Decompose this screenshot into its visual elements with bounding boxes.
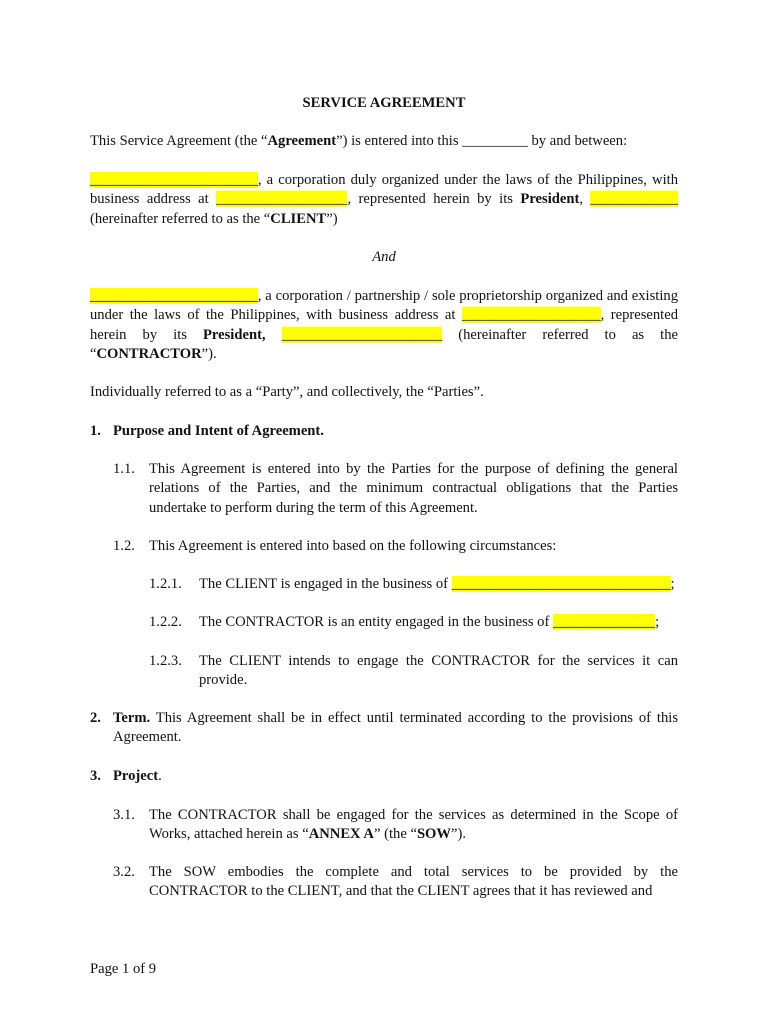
clause-1-2-text: This Agreement is entered into based on the following circumstances: <box>149 538 557 554</box>
client-name-blank[interactable]: _______________________ <box>90 172 258 188</box>
clause-1-2-number: 1.2. <box>113 538 135 554</box>
client-president-blank[interactable]: ____________ <box>590 191 678 208</box>
section-3-heading-text: Project <box>113 768 159 784</box>
client-text-3: , <box>579 191 591 208</box>
contractor-text-2: , represented herein by its <box>90 307 678 343</box>
contractor-paragraph <box>90 287 678 365</box>
client-paragraph <box>90 171 678 229</box>
clause-1-2-1-number: 1.2.1. <box>149 576 182 592</box>
section-2-heading: Term. <box>113 710 151 726</box>
section-3-heading <box>113 767 678 786</box>
clause-1-2-1-end: ; <box>670 576 675 592</box>
client-president-label: President <box>520 191 580 208</box>
clause-3-1-text-3: ”). <box>451 826 466 843</box>
contractor-president-label: President, <box>203 326 266 343</box>
clause-3-1-text-2: ” (the “ <box>373 826 417 843</box>
client-business-blank[interactable]: ______________________________ <box>451 576 671 592</box>
clause-1-1-text: This Agreement is entered into by the Parties for the purpose of defining the general relations of the Parties, and the minimum contractual obligations that the Parties undertake to perform during the term of this Agreement. <box>149 461 678 516</box>
clause-3-1-text-1: The CONTRACTOR shall be engaged for the services as determined in the Scope of Works, attached herein as “ <box>149 807 678 843</box>
section-3-number: 3. <box>90 768 101 784</box>
contractor-president-blank[interactable]: ______________________ <box>281 326 443 343</box>
section-3-heading-end: . <box>158 768 162 784</box>
section-2-number: 2. <box>90 710 101 726</box>
contractor-address-blank[interactable]: ___________________ <box>461 307 601 324</box>
clause-3-1-text <box>149 806 678 845</box>
intro-text-2: ”) is entered into this _________ by and between: <box>336 133 628 149</box>
contractor-text-5: ”). <box>201 346 217 363</box>
clause-3-2-text: The SOW embodies the complete and total services to be provided by the CONTRACTOR to the CLIENT, and that the CLIENT agrees that it has reviewed and <box>149 864 678 900</box>
contractor-name-blank[interactable]: _______________________ <box>90 288 258 304</box>
client-text-2: , represented herein by its <box>347 191 521 208</box>
clause-1-2-2-text <box>199 613 678 632</box>
annex-a-term: ANNEX A <box>308 826 374 843</box>
parties-paragraph: Individually referred to as a “Party”, and collectively, the “Parties”. <box>90 384 484 400</box>
clause-3-1-number: 3.1. <box>113 807 135 823</box>
contractor-text-4: (hereinafter referred to as the “ <box>90 326 678 363</box>
document-title: SERVICE AGREEMENT <box>302 95 466 111</box>
client-address-blank[interactable]: __________________ <box>216 191 348 208</box>
clause-1-1-number: 1.1. <box>113 461 135 477</box>
and-separator: And <box>372 249 396 265</box>
client-text-1: , a corporation duly organized under the laws of the Philippines, with business address at <box>90 172 678 208</box>
intro-paragraph <box>90 132 678 151</box>
client-term: CLIENT <box>270 210 327 227</box>
clause-1-2-1-text <box>199 575 678 594</box>
page-footer: Page 1 of 9 <box>90 961 157 977</box>
clause-1-2-3-number: 1.2.3. <box>149 653 182 669</box>
clause-1-2-1-body: The CLIENT is engaged in the business of <box>199 576 452 592</box>
client-text-5: ”) <box>326 210 338 227</box>
contractor-text-1: , a corporation / partnership / sole proprietorship organized and existing under the laws of the Philippines, with business address at <box>90 288 678 324</box>
section-1-number: 1. <box>90 423 101 439</box>
contractor-term: CONTRACTOR <box>96 346 202 363</box>
clause-1-2-2-number: 1.2.2. <box>149 614 182 630</box>
contractor-text-3 <box>266 327 282 343</box>
client-text-4: (hereinafter referred to as the “ <box>90 210 271 227</box>
section-2-text: This Agreement shall be in effect until terminated according to the provisions of this Agreement. <box>113 710 678 746</box>
clause-1-2-2-end: ; <box>655 614 660 630</box>
clause-1-2-2-body: The CONTRACTOR is an entity engaged in the business of <box>199 614 553 630</box>
clause-3-2-number: 3.2. <box>113 864 135 880</box>
agreement-term: Agreement <box>267 133 337 149</box>
clause-1-2-3-text: The CLIENT intends to engage the CONTRACTOR for the services it can provide. <box>199 653 678 689</box>
sow-term: SOW <box>416 826 451 843</box>
intro-text-1: This Service Agreement (the “ <box>90 133 268 149</box>
section-2-paragraph <box>113 709 678 748</box>
section-1-heading: Purpose and Intent of Agreement. <box>113 423 324 439</box>
contractor-business-blank[interactable]: ______________ <box>553 614 656 630</box>
